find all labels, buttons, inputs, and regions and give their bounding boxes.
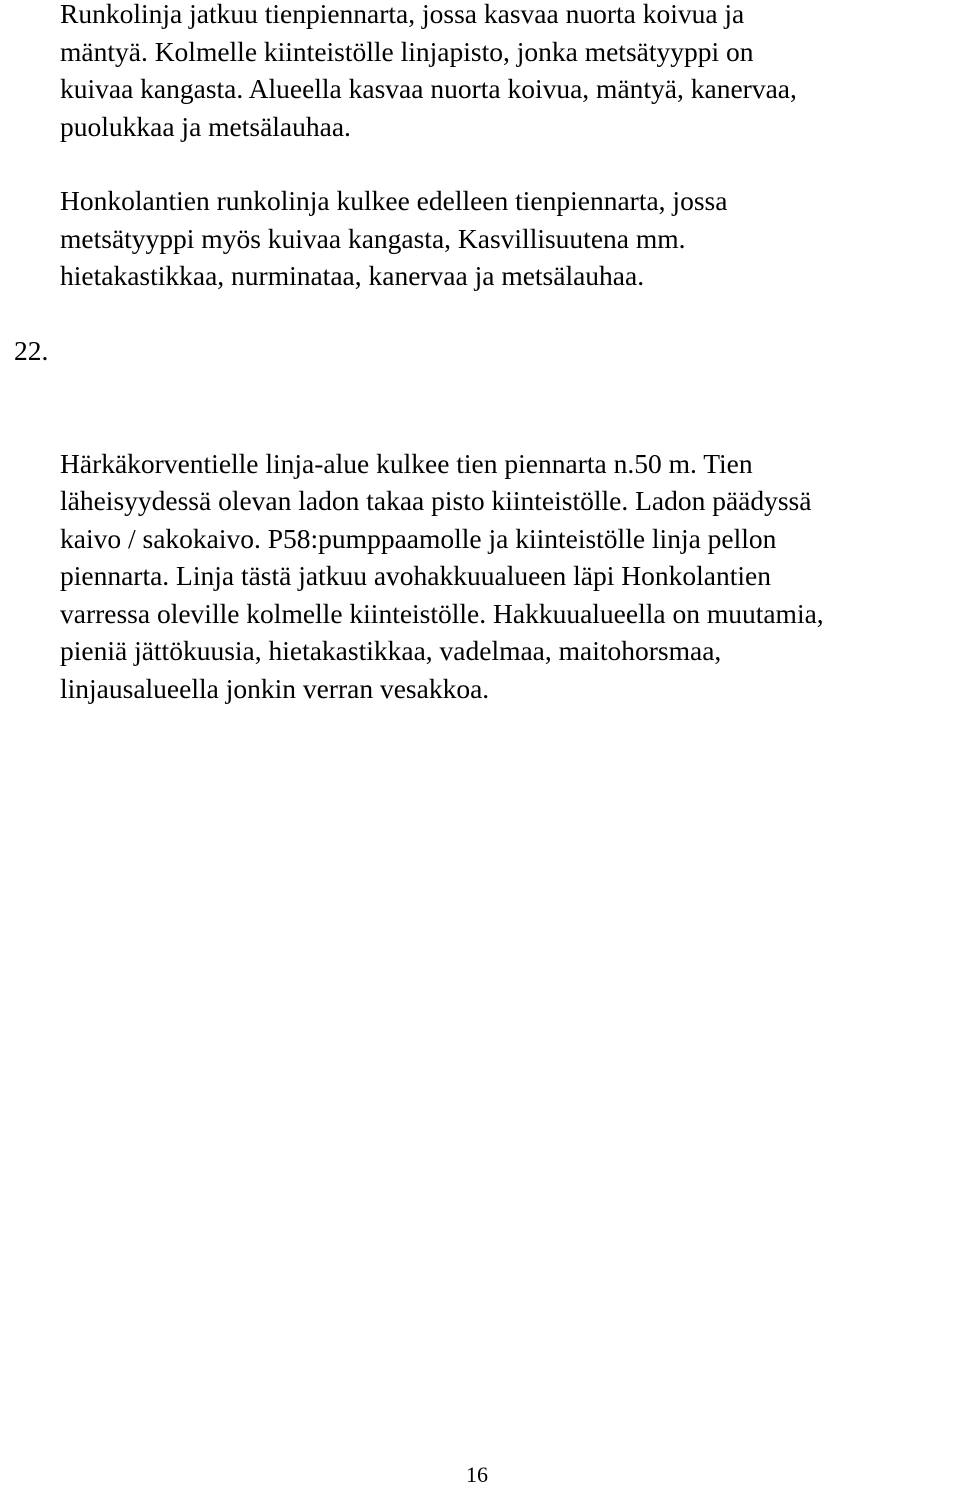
page-number: 16 bbox=[466, 1462, 488, 1487]
paragraph-runkolinja: Runkolinja jatkuu tienpiennarta, jossa kasvaa nuorta koivua ja mäntyä. Kolmelle kiinteistölle linjapisto, jonka metsätyyppi on kuivaa kangasta. Alueella kasvaa nuorta koivua, mäntyä, kanervaa, puolukkaa ja metsälauhaa. bbox=[60, 0, 797, 142]
paragraph-number: 22. bbox=[14, 335, 49, 366]
numbered-paragraph-22 bbox=[14, 332, 958, 745]
paragraph-honkolantien-runkolinja: Honkolantien runkolinja kulkee edelleen tienpiennarta, jossa metsätyyppi myös kuivaa kangasta, Kasvillisuutena mm. hietakastikkaa, nurminataa, kanervaa ja metsälauhaa. bbox=[60, 185, 728, 291]
paragraph-harkakorventie-text: Härkäkorventielle linja-alue kulkee tien piennarta n.50 m. Tien läheisyydessä olevan ladon takaa pisto kiinteistölle. Ladon päädyssä kaivo / sakokaivo. P58:pumppaamolle ja kiinteistölle linja pellon piennarta. Linja tästä jatkuu avohakkuualueen läpi Honkolantien varressa oleville kolmelle kiinteistölle. Hakkuualueella on muutamia, pieniä jättökuusia, hietakastikkaa, vadelmaa, maitohorsmaa, linjausalueella jonkin verran vesakkoa. bbox=[60, 447, 824, 704]
paragraph-harkakorventie bbox=[60, 407, 958, 707]
